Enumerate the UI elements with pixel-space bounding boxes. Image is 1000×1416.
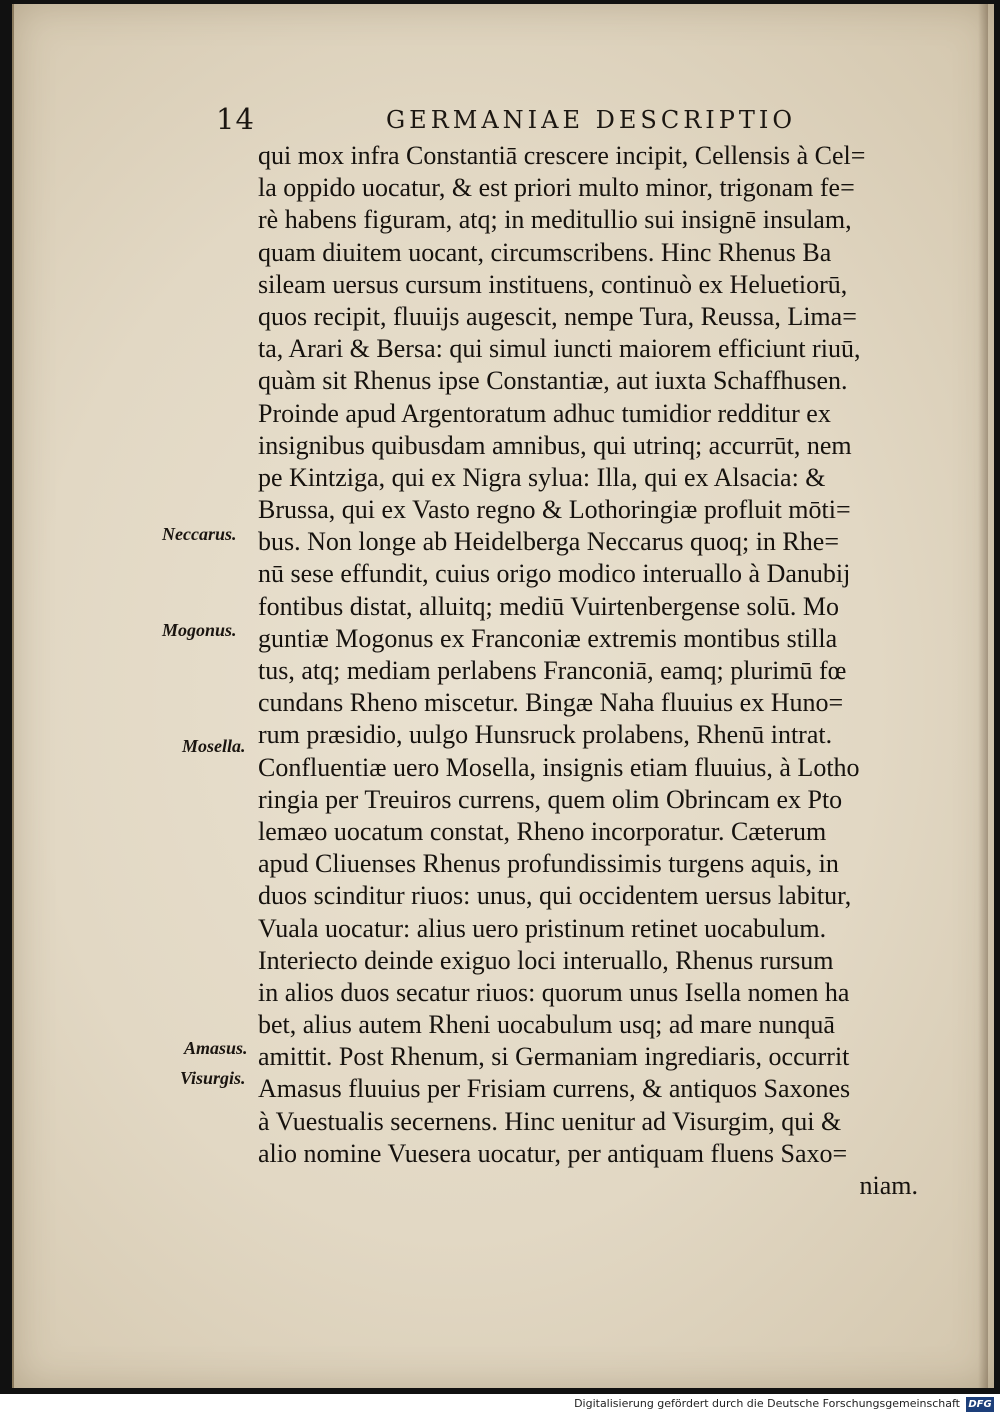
text-line: insignibus quibusdam amnibus, qui utrinq; accurrūt, nem: [258, 430, 852, 460]
text-line: duos scinditur riuos: unus, qui occidentem uersus labitur,: [258, 881, 852, 911]
text-line: fontibus distat, alluitq; mediū Vuirtenbergense solū. Mo: [258, 591, 839, 621]
footer-bar: [0, 1394, 1000, 1416]
text-line: ringia per Treuiros currens, quem olim Obrincam ex Pto: [258, 784, 843, 814]
text-line-catchword: niam.: [859, 1171, 918, 1200]
text-line: ta, Arari & Bersa: qui simul iuncti maiorem efficiunt riuū,: [258, 334, 861, 364]
text-line: la oppido uocatur, & est priori multo minor, trigonam fe=: [258, 173, 855, 203]
text-line: rè habens figuram, atq; in meditullio sui insignē insulam,: [258, 205, 852, 235]
text-line: quos recipit, fluuijs augescit, nempe Tura, Reussa, Lima=: [258, 301, 857, 331]
dfg-logo: DFG: [966, 1397, 994, 1412]
funding-credit: Digitalisierung gefördert durch die Deutsche Forschungsgemeinschaft: [574, 1397, 960, 1410]
text-line: bus. Non longe ab Heidelberga Neccarus quoq; in Rhe=: [258, 527, 839, 557]
running-title: GERMANIAE DESCRIPTIO: [386, 106, 797, 134]
text-line: lemæo uocatum constat, Rheno incorporatur. Cæterum: [258, 816, 827, 846]
page-number: 14: [216, 102, 255, 136]
text-line: nū sese effundit, cuius origo modico interuallo à Danubij: [258, 559, 851, 589]
text-line: Confluentiæ uero Mosella, insignis etiam fluuius, à Lotho: [258, 752, 860, 782]
text-line: Amasus fluuius per Frisiam currens, & antiquos Saxones: [258, 1074, 851, 1104]
marginal-note-neccarus: Neccarus.: [162, 524, 237, 544]
binding-shadow: [978, 4, 988, 1388]
text-line: in alios duos secatur riuos: quorum unus Isella nomen ha: [258, 977, 850, 1007]
text-line: Brussa, qui ex Vasto regno & Lothoringiæ profluit mōti=: [258, 495, 851, 525]
text-line: guntiæ Mogonus ex Franconiæ extremis montibus stilla: [258, 623, 838, 653]
text-line: quàm sit Rhenus ipse Constantiæ, aut iuxta Schaffhusen.: [258, 366, 848, 396]
text-line: pe Kintziga, qui ex Nigra sylua: Illa, qui ex Alsacia: &: [258, 462, 826, 492]
text-line: amittit. Post Rhenum, si Germaniam ingrediaris, occurrit: [258, 1042, 850, 1072]
text-line: Interiecto deinde exiguo loci interuallo, Rhenus rursum: [258, 945, 834, 975]
text-line: tus, atq; mediam perlabens Franconiā, eamq; plurimū fœ: [258, 656, 847, 685]
text-line: cundans Rheno miscetur. Bingæ Naha fluuius ex Huno=: [258, 688, 844, 718]
text-line: Proinde apud Argentoratum adhuc tumidior redditur ex: [258, 398, 831, 428]
text-line: sileam uersus cursum instituens, continuò ex Heluetiorū,: [258, 269, 848, 299]
text-line: apud Cliuenses Rhenus profundissimis turgens aquis, in: [258, 849, 839, 879]
text-line: Vuala uocatur: alius uero pristinum retinet uocabulum.: [258, 913, 827, 943]
text-line: à Vuestualis secernens. Hinc uenitur ad Visurgim, qui &: [258, 1106, 842, 1136]
text-line: alio nomine Vuesera uocatur, per antiquam fluens Saxo=: [258, 1138, 848, 1168]
marginal-note-mosella: Mosella.: [182, 736, 246, 756]
marginal-note-mogonus: Mogonus.: [162, 620, 237, 640]
marginal-note-visurgis: Visurgis.: [180, 1068, 246, 1088]
text-line: qui mox infra Constantiā crescere incipit, Cellensis à Cel=: [258, 141, 866, 170]
marginal-note-amasus: Amasus.: [184, 1038, 248, 1058]
text-line: bet, alius autem Rheni uocabulum usq; ad mare nunquā: [258, 1010, 835, 1040]
text-line: rum præsidio, uulgo Hunsruck prolabens, Rhenū intrat.: [258, 720, 833, 750]
body-text: [258, 140, 926, 1202]
text-line: quam diuitem uocant, circumscribens. Hinc Rhenus Ba: [258, 237, 832, 267]
